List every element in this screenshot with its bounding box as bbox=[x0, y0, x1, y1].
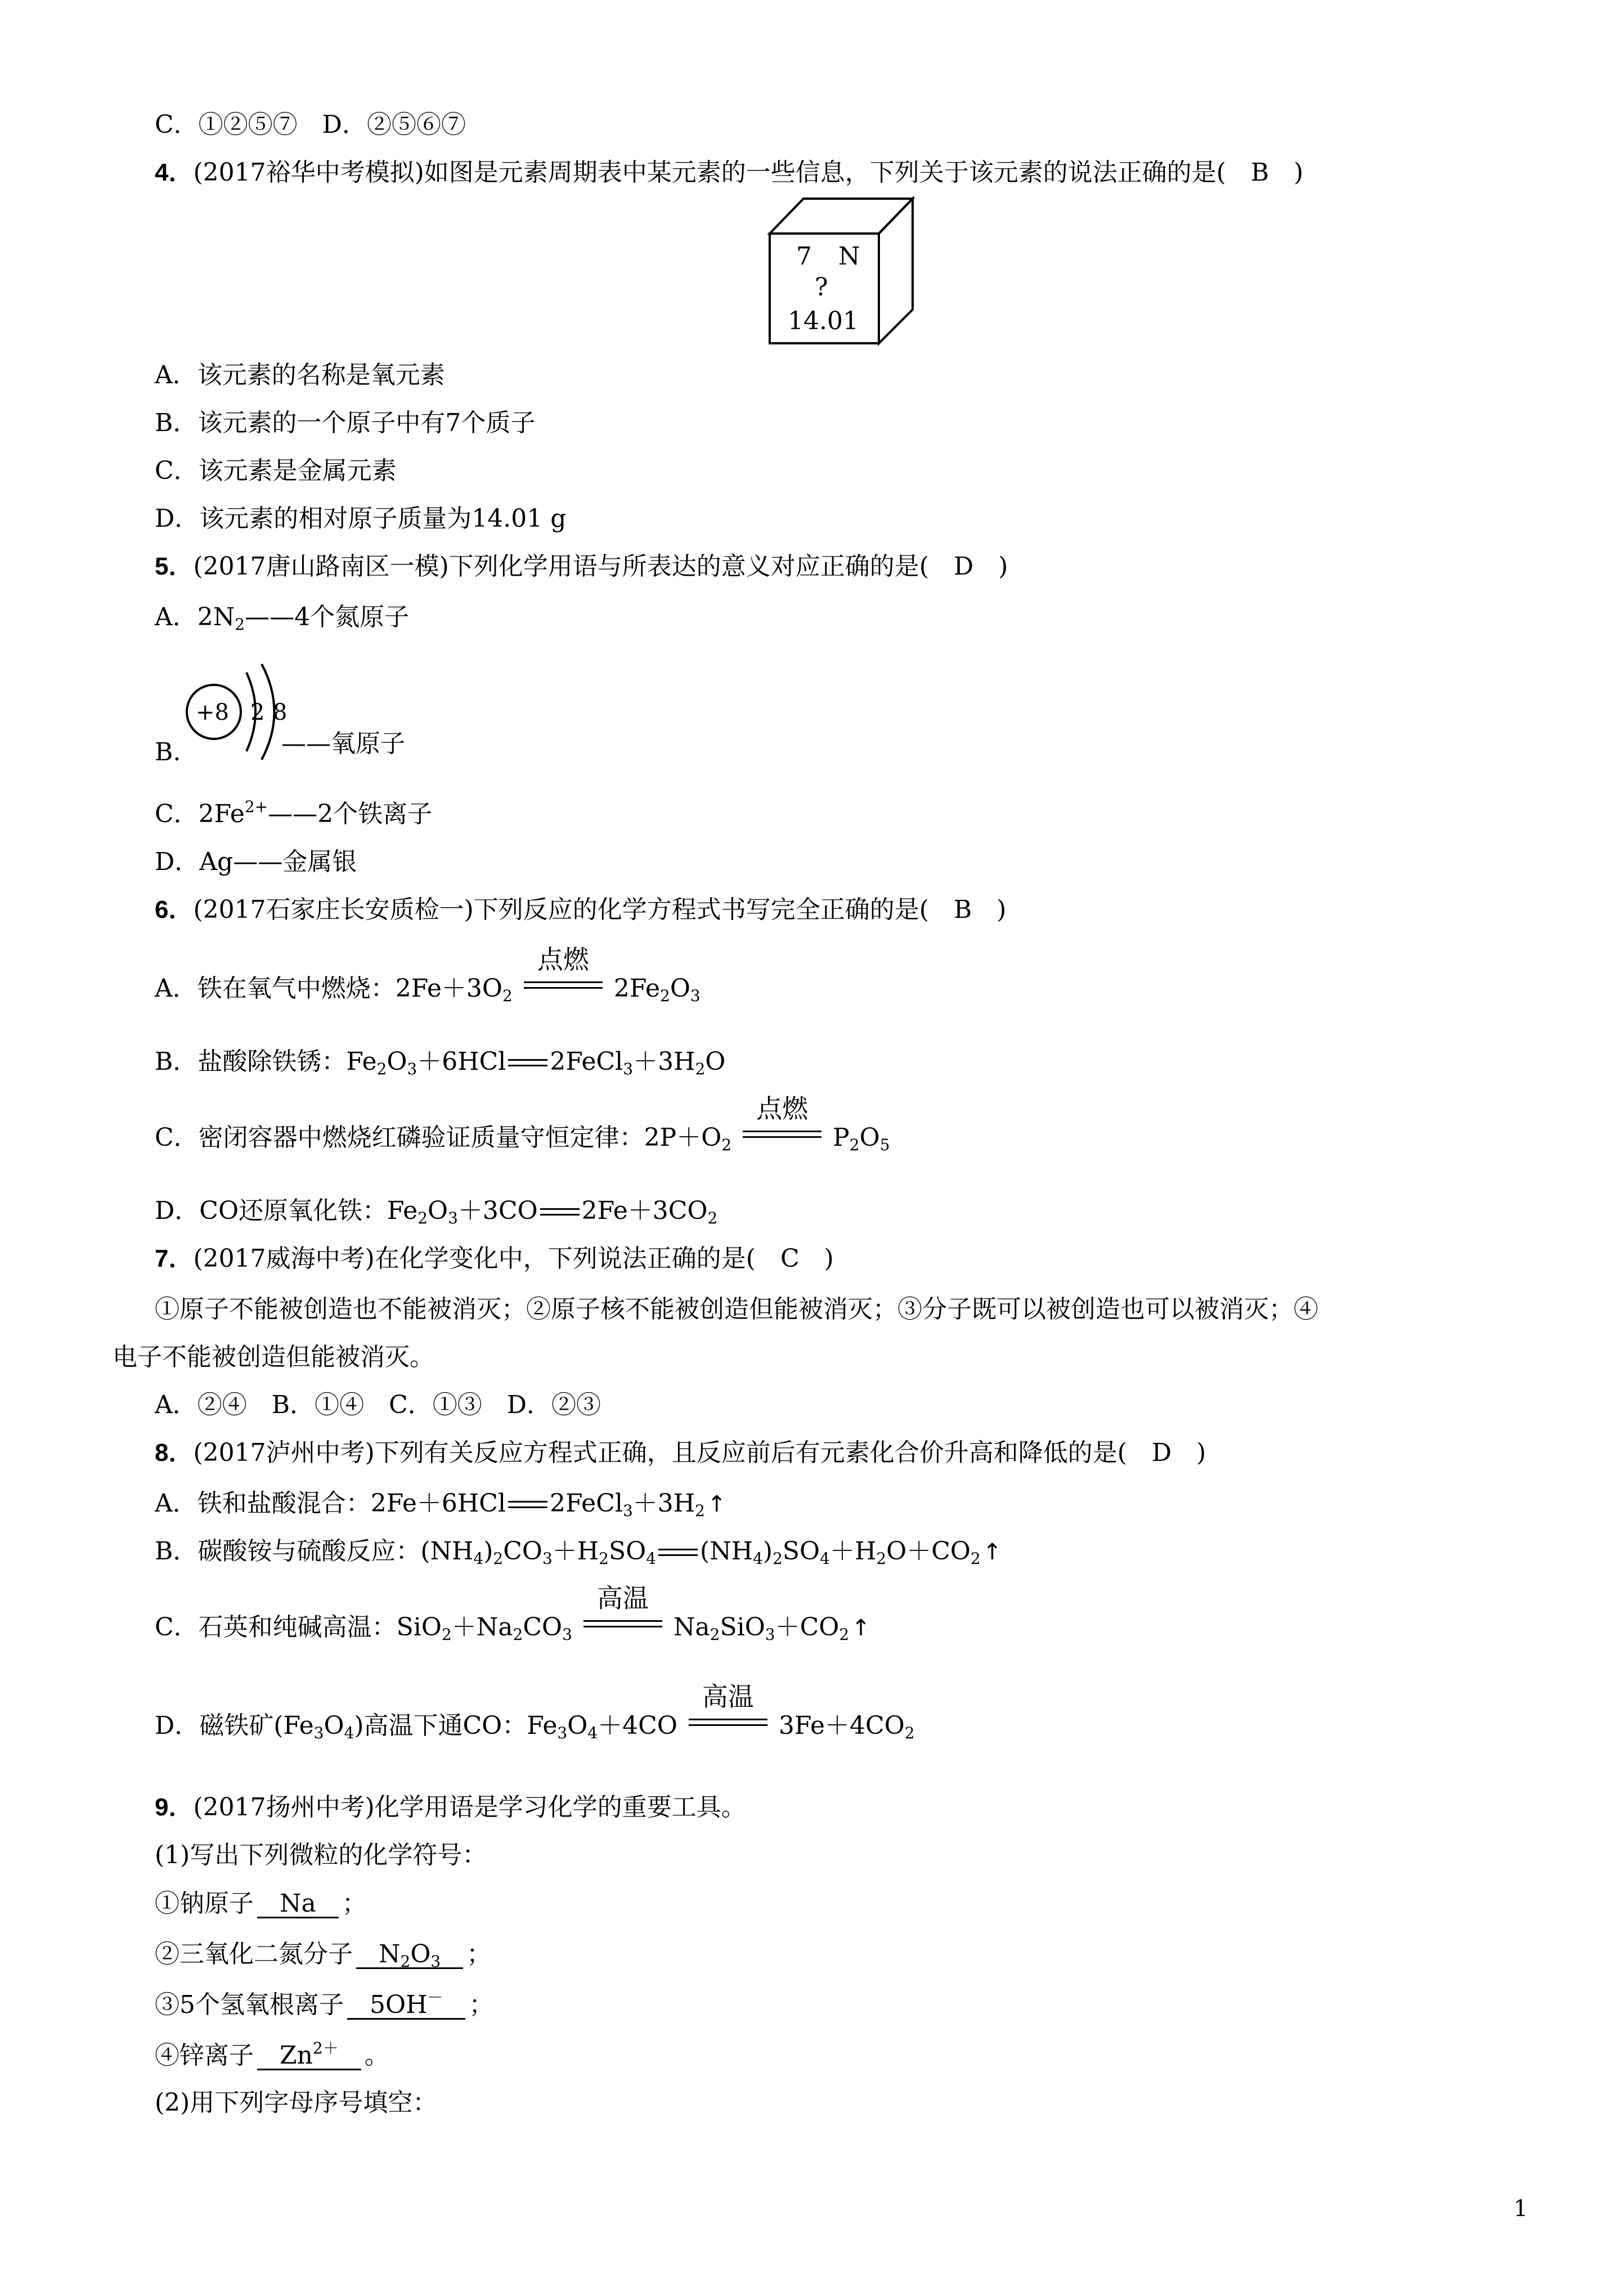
q6-stem-text: (2017石家庄长安质检一)下列反应的化学方程式书写完全正确的是( B ) bbox=[193, 895, 1007, 924]
q6-c-lhs: C．密闭容器中燃烧红磷验证质量守恒定律：2P＋O bbox=[155, 1123, 722, 1152]
q6-b-tail: ＋3H bbox=[633, 1047, 695, 1076]
q8-a-rhs: 2FeCl bbox=[550, 1489, 623, 1518]
q9-stem-text: (2017扬州中考)化学用语是学习化学的重要工具。 bbox=[193, 1793, 746, 1822]
q5-c-charge: 2+ bbox=[244, 797, 268, 816]
element-cell-figure bbox=[765, 194, 917, 349]
q8-d-mid: )高温下通CO：Fe bbox=[354, 1711, 558, 1740]
answer-blank: 5OH－ bbox=[347, 1992, 465, 2020]
q4-option-d: D．该元素的相对原子质量为14.01 g bbox=[155, 504, 567, 533]
q5-a-meaning: ——4个氮原子 bbox=[245, 603, 410, 631]
element-atomic-number: 7 bbox=[796, 242, 812, 271]
equals-sign bbox=[508, 1058, 547, 1069]
q7-stem-text: (2017威海中考)在化学变化中，下列说法正确的是( C ) bbox=[193, 1244, 834, 1273]
q3-options: C．①②⑤⑦ D．②⑤⑥⑦ bbox=[155, 110, 466, 139]
q4-option-b: B．该元素的一个原子中有7个质子 bbox=[155, 409, 536, 437]
gas-arrow-icon: ↑ bbox=[851, 1615, 870, 1641]
element-symbol: N bbox=[838, 242, 860, 271]
q6-b-mid: ＋6HCl bbox=[417, 1047, 506, 1076]
answer-blank bbox=[257, 1891, 339, 1918]
q8-d-rhs: 3Fe＋4CO bbox=[778, 1711, 905, 1740]
q6-stem bbox=[155, 895, 1007, 924]
q6-a-rhs: 2Fe bbox=[613, 974, 660, 1003]
q6-number: 6． bbox=[155, 896, 194, 923]
q5-c-meaning: ——2个铁离子 bbox=[268, 800, 433, 828]
q8-b-lhs: B．碳酸铵与硫酸反应：(NH bbox=[155, 1537, 474, 1566]
q4-stem bbox=[155, 160, 1303, 185]
q8-option-d: D．磁铁矿$(Fe_3O_4)$高温下通CO：$Fe_3O_4+4CO$ 高温 $3Fe+4CO_2$ bbox=[155, 1681, 915, 1742]
reaction-condition: 点燃 bbox=[743, 1127, 821, 1152]
q9-item1: ①钠原子 Na ； bbox=[155, 1889, 367, 1918]
equals-sign bbox=[508, 1500, 547, 1511]
q6-option-a: A．铁在氧气中燃烧：$2Fe+3O_2$ 点燃 $2Fe_2O_3$ bbox=[155, 944, 701, 1005]
reaction-condition: 高温 bbox=[583, 1617, 662, 1642]
q9-item3-answer: 5OH bbox=[370, 1990, 428, 2019]
q9-part1: (1)写出下列微粒的化学符号： bbox=[155, 1841, 487, 1869]
q9-item4: ④锌离子 $Zn^{2+}$ 。 bbox=[155, 2039, 389, 2070]
equals-sign bbox=[658, 1548, 698, 1559]
q5-option-d: D．Ag——金属银 bbox=[155, 847, 357, 876]
q9-item1-label: ①钠原子 bbox=[155, 1889, 254, 1918]
q5-stem bbox=[155, 554, 1008, 579]
q6-d-lhs: D．CO还原氧化铁：Fe bbox=[155, 1196, 418, 1225]
q5-option-b-text: ——氧原子 bbox=[281, 729, 405, 758]
q6-d-rhs: 2Fe＋3CO bbox=[581, 1196, 708, 1225]
q8-c-lhs: C．石英和纯碱高温：SiO bbox=[155, 1613, 442, 1642]
q7-stem bbox=[155, 1246, 834, 1271]
q9-item1-answer: Na bbox=[280, 1889, 316, 1918]
element-name: ? bbox=[815, 273, 828, 302]
q9-number: 9． bbox=[155, 1793, 194, 1821]
q8-a-lhs: A．铁和盐酸混合：2Fe＋6HCl bbox=[155, 1489, 506, 1518]
q5-option-a bbox=[155, 603, 410, 634]
q5-a-formula: A．2N bbox=[155, 603, 235, 631]
q4-stem-text: (2017裕华中考模拟)如图是元素周期表中某元素的一些信息，下列关于该元素的说法正确的是( B ) bbox=[193, 158, 1304, 187]
answer-blank: $Zn^{2+}$ bbox=[257, 2043, 361, 2070]
q6-d-mid: ＋3CO bbox=[457, 1196, 538, 1225]
reaction-condition: 点燃 bbox=[524, 978, 603, 1003]
q6-b-lhs: B．盐酸除铁锈：Fe bbox=[155, 1047, 377, 1076]
q7-options: A．②④ B．①④ C．①③ D．②③ bbox=[155, 1391, 601, 1419]
q6-option-b: B．盐酸除铁锈：$Fe_2O_3+6HCl$ $2FeCl_3+3H_2O$ bbox=[155, 1047, 726, 1078]
answer-blank: $N_2O_3$ bbox=[356, 1941, 463, 1969]
equals-sign bbox=[540, 1207, 580, 1218]
q9-item3: ③5个氢氧根离子 5OH－ ； bbox=[155, 1988, 494, 2019]
reaction-condition: 高温 bbox=[689, 1715, 767, 1740]
q6-option-d: D．CO还原氧化铁：$Fe_2O_3+3CO$ $2Fe+3CO_2$ bbox=[155, 1196, 718, 1227]
q8-stem-text: (2017泸州中考)下列有关反应方程式正确，且反应前后有元素化合价升高和降低的是( D ) bbox=[193, 1438, 1206, 1467]
q9-part2: (2)用下列字母序号填空： bbox=[155, 2088, 438, 2117]
q4-option-c: C．该元素是金属元素 bbox=[155, 456, 397, 485]
q7-body-line1: ①原子不能被创造也不能被消灭；②原子核不能被创造但能被消灭；③分子既可以被创造也可以被消灭；④ bbox=[155, 1295, 1318, 1324]
q5-number: 5． bbox=[155, 553, 194, 580]
q6-option-c: C．密闭容器中燃烧红磷验证质量守恒定律：$2P+O_2$ 点燃 $P_2O_5$ bbox=[155, 1093, 890, 1154]
gas-arrow-icon: ↑ bbox=[982, 1539, 1002, 1565]
q8-stem bbox=[155, 1438, 1206, 1467]
page-number: 1 bbox=[1514, 2196, 1528, 2222]
q4-number: 4． bbox=[155, 159, 194, 186]
q6-b-rhs: 2FeCl bbox=[550, 1047, 623, 1076]
shell2-electrons: 8 bbox=[273, 699, 288, 725]
q8-option-a: A．铁和盐酸混合：2Fe＋6HCl $2FeCl_3+3H_2$ ↑ bbox=[155, 1489, 726, 1520]
q9-item4-answer: Zn bbox=[280, 2041, 313, 2070]
q8-a-tail: ＋3H bbox=[632, 1489, 695, 1518]
q8-option-c: C．石英和纯碱高温：$SiO_2+Na_2CO_3$ 高温 $Na_2SiO_3+CO_2$ ↑ bbox=[155, 1582, 870, 1644]
nucleus-charge: +8 bbox=[196, 699, 229, 725]
q6-a-lhs: A．铁在氧气中燃烧：2Fe＋3O bbox=[155, 974, 502, 1003]
q6-c-rhs: P bbox=[833, 1123, 850, 1152]
q9-item4-label: ④锌离子 bbox=[155, 2041, 254, 2070]
shell1-electrons: 2 bbox=[250, 699, 265, 725]
q5-option-c bbox=[155, 797, 433, 828]
q4-option-a: A．该元素的名称是氧元素 bbox=[155, 361, 445, 389]
q7-body-line2: 电子不能被创造但能被消灭。 bbox=[113, 1343, 434, 1371]
q5-stem-text: (2017唐山路南区一模)下列化学用语与所表达的意义对应正确的是( D ) bbox=[193, 552, 1008, 581]
q8-number: 8． bbox=[155, 1439, 194, 1467]
gas-arrow-icon: ↑ bbox=[707, 1491, 726, 1517]
q9-stem bbox=[155, 1795, 746, 1820]
q8-option-b: B．碳酸铵与硫酸反应：$(NH_4)_2CO_3+H_2SO_4$ $(NH_4)_2SO_4+H_2O+CO_2$ ↑ bbox=[155, 1537, 1002, 1568]
q7-number: 7． bbox=[155, 1245, 194, 1272]
q9-item2-label: ②三氧化二氮分子 bbox=[155, 1940, 353, 1968]
element-mass: 14.01 bbox=[788, 307, 859, 335]
q8-d-lhs: D．磁铁矿(Fe bbox=[155, 1711, 314, 1740]
q5-c-formula: C．2Fe bbox=[155, 800, 245, 828]
q5-option-b-label: B. bbox=[155, 738, 181, 766]
q5-a-sub: 2 bbox=[235, 615, 245, 634]
q9-item2: ②三氧化二氮分子 $N_2O_3$ ； bbox=[155, 1940, 492, 1971]
q9-item3-label: ③5个氢氧根离子 bbox=[155, 1990, 344, 2019]
